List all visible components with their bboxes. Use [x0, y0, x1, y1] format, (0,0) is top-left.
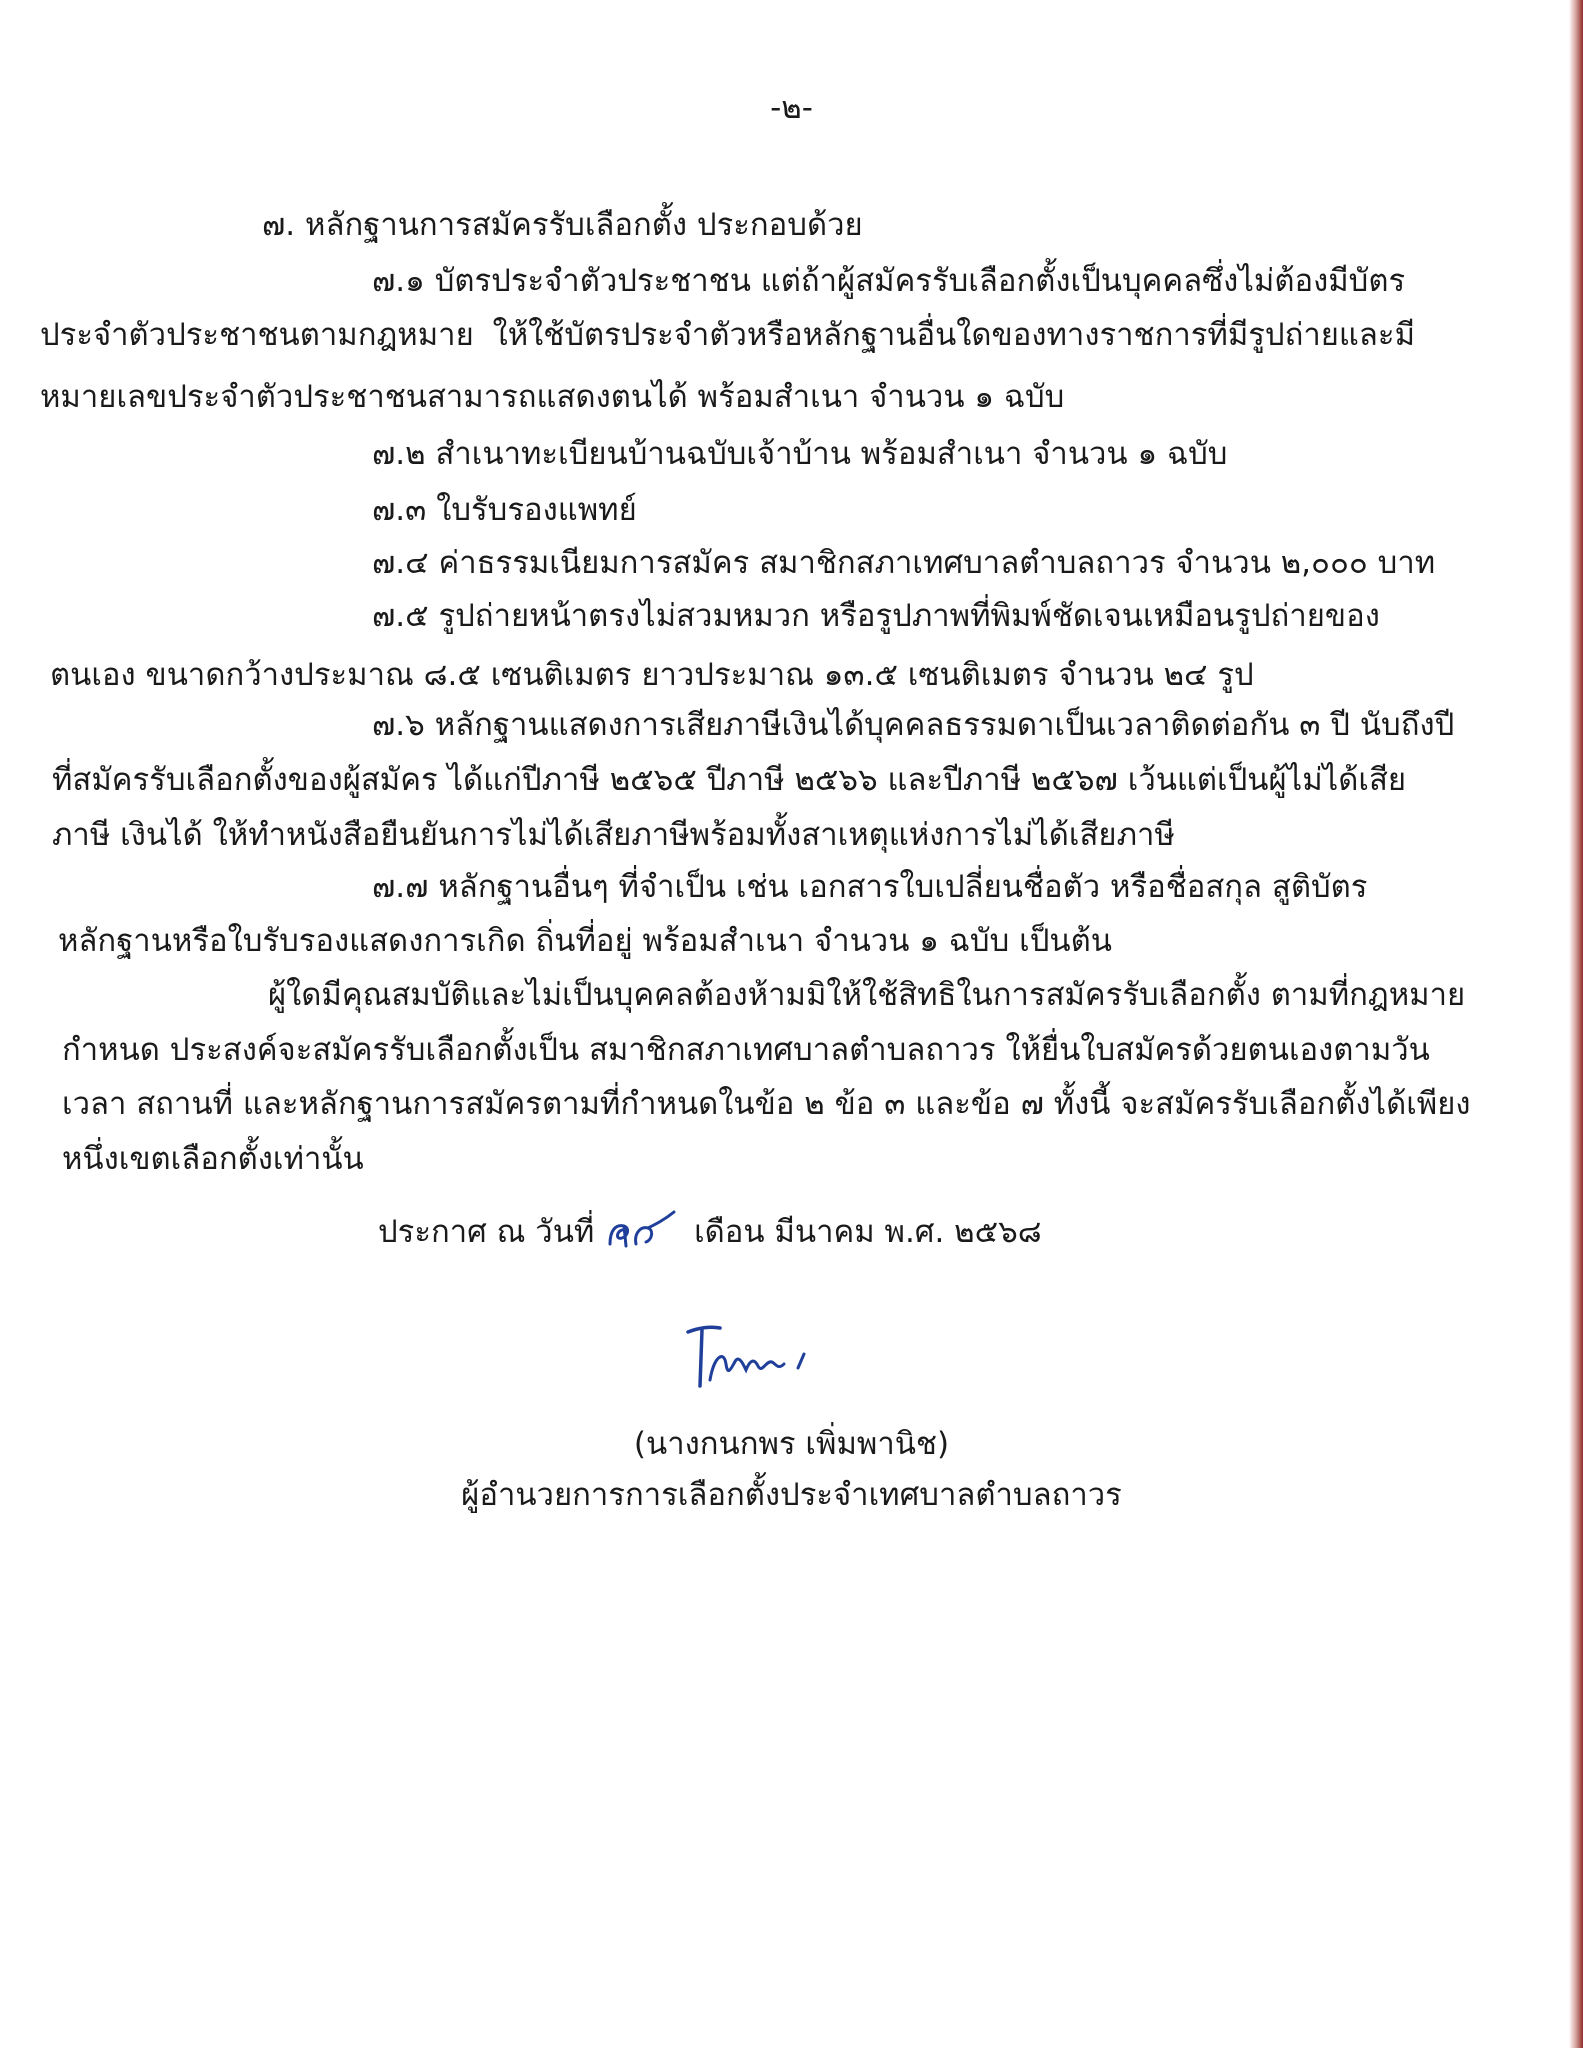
- item-7-6-line-2: ที่สมัครรับเลือกตั้งของผู้สมัคร ได้แก่ปีภาษี ๒๕๖๕ ปีภาษี ๒๕๖๖ และปีภาษี ๒๕๖๗ เว้นแต่เป็นผู้ไม่ได้เสีย: [52, 762, 1407, 798]
- announcement-prefix: ประกาศ ณ วันที่: [378, 1214, 595, 1250]
- item-7-5-line-1: ๗.๕ รูปถ่ายหน้าตรงไม่สวมหมวก หรือรูปภาพที่พิมพ์ชัดเจนเหมือนรูปถ่ายของ: [372, 598, 1380, 634]
- item-7-1-line-1: ๗.๑ บัตรประจำตัวประชาชน แต่ถ้าผู้สมัครรับเลือกตั้งเป็นบุคคลซึ่งไม่ต้องมีบัตร: [372, 263, 1406, 299]
- announcement-date-line: [378, 1210, 1042, 1256]
- signer-name: (นางกนกพร เพิ่มพานิช): [633, 1426, 950, 1462]
- announcement-suffix: เดือน มีนาคม พ.ศ. ๒๕๖๘: [694, 1214, 1042, 1250]
- item-7-1-line-2: ประจำตัวประชาชนตามกฎหมาย ให้ใช้บัตรประจำตัวหรือหลักฐานอื่นใดของทางราชการที่มีรูปถ่ายและมี: [40, 317, 1415, 353]
- signer-title: ผู้อำนวยการการเลือกตั้งประจำเทศบาลตำบลถาวร: [461, 1477, 1122, 1513]
- closing-line-1: ผู้ใดมีคุณสมบัติและไม่เป็นบุคคลต้องห้ามมิให้ใช้สิทธิในการสมัครรับเลือกตั้ง ตามที่กฎหมาย: [268, 977, 1466, 1013]
- item-7-7-line-1: ๗.๗ หลักฐานอื่นๆ ที่จำเป็น เช่น เอกสารใบเปลี่ยนชื่อตัว หรือชื่อสกุล สูติบัตร: [372, 869, 1368, 905]
- page-number: -๒-: [770, 90, 813, 126]
- item-7-7-line-2: หลักฐานหรือใบรับรองแสดงการเกิด ถิ่นที่อยู่ พร้อมสำเนา จำนวน ๑ ฉบับ เป็นต้น: [58, 923, 1112, 959]
- page-edge-shadow: [1569, 0, 1583, 2048]
- item-7-4: ๗.๔ ค่าธรรมเนียมการสมัคร สมาชิกสภาเทศบาลตำบลถาวร จำนวน ๒,๐๐๐ บาท: [372, 545, 1436, 581]
- item-7-6-line-1: ๗.๖ หลักฐานแสดงการเสียภาษีเงินได้บุคคลธรรมดาเป็นเวลาติดต่อกัน ๓ ปี นับถึงปี: [372, 707, 1455, 743]
- closing-line-2: กำหนด ประสงค์จะสมัครรับเลือกตั้งเป็น สมาชิกสภาเทศบาลตำบลถาวร ให้ยื่นใบสมัครด้วยตนเองตามวัน: [62, 1032, 1430, 1068]
- handwritten-signature: [680, 1320, 840, 1400]
- item-7-5-line-2: ตนเอง ขนาดกว้างประมาณ ๘.๕ เซนติเมตร ยาวประมาณ ๑๓.๕ เซนติเมตร จำนวน ๒๔ รูป: [50, 657, 1254, 693]
- item-7-3: ๗.๓ ใบรับรองแพทย์: [372, 492, 637, 528]
- handwritten-day-mark: [604, 1206, 694, 1262]
- signature: [680, 1320, 840, 1404]
- item-7-6-line-3: ภาษี เงินได้ ให้ทำหนังสือยืนยันการไม่ได้เสียภาษีพร้อมทั้งสาเหตุแห่งการไม่ได้เสียภาษี: [52, 817, 1175, 853]
- handwritten-day: [604, 1212, 684, 1256]
- closing-line-4: หนึ่งเขตเลือกตั้งเท่านั้น: [62, 1141, 364, 1177]
- section-7-heading: ๗. หลักฐานการสมัครรับเลือกตั้ง ประกอบด้วย: [262, 207, 863, 243]
- item-7-2: ๗.๒ สำเนาทะเบียนบ้านฉบับเจ้าบ้าน พร้อมสำเนา จำนวน ๑ ฉบับ: [372, 436, 1228, 472]
- item-7-1-line-3: หมายเลขประจำตัวประชาชนสามารถแสดงตนได้ พร้อมสำเนา จำนวน ๑ ฉบับ: [40, 379, 1065, 415]
- closing-line-3: เวลา สถานที่ และหลักฐานการสมัครตามที่กำหนดในข้อ ๒ ข้อ ๓ และข้อ ๗ ทั้งนี้ จะสมัครรับเลือกตั้งได้เพียง: [62, 1086, 1471, 1122]
